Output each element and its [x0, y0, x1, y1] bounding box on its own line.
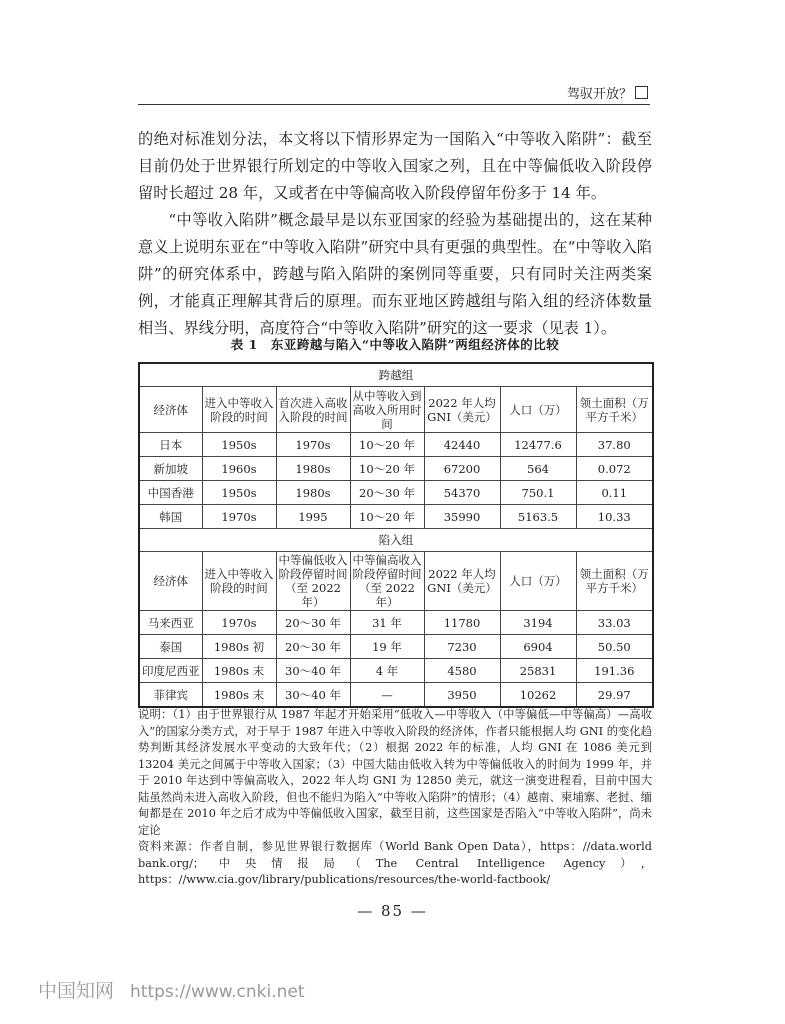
data-source: 资料来源：作者自制，参见世界银行数据库（World Bank Open Data），https：//data.world bank.org/；中央情报局（The Central Intelligence Agency），https：//www.cia.gov/library/publications/resources/the-world-factbook/	[138, 840, 652, 886]
table-row	[139, 635, 653, 659]
table-cell: 37.80	[576, 433, 653, 457]
page-number: — 85 —	[357, 902, 428, 920]
table-cell: 10～20 年	[350, 505, 424, 529]
table-cell: 1950s	[202, 481, 276, 505]
table-cell: 19 年	[350, 635, 424, 659]
table-cell: 20～30 年	[350, 481, 424, 505]
table-cell: 马来西亚	[139, 611, 202, 635]
table-caption: 表 1 东亚跨越与陷入“中等收入陷阱”两组经济体的比较	[230, 337, 560, 352]
table-cell: 7230	[424, 635, 500, 659]
table-cell: 1980s	[276, 481, 350, 505]
table-cell: 31 年	[350, 611, 424, 635]
table-cell: 1960s	[202, 457, 276, 481]
square-marker-icon	[635, 86, 648, 99]
group2-header-row	[139, 552, 653, 611]
table-cell: 3950	[424, 683, 500, 708]
running-header	[138, 80, 650, 105]
table-cell: 日本	[139, 433, 202, 457]
table-cell: 29.97	[576, 683, 653, 708]
table-cell: 10～20 年	[350, 457, 424, 481]
column-header: 人口（万）	[500, 387, 576, 433]
column-header: 人口（万）	[500, 552, 576, 611]
table-cell: 33.03	[576, 611, 653, 635]
table-row	[139, 659, 653, 683]
column-header: 经济体	[139, 552, 202, 611]
table-row	[139, 611, 653, 635]
column-header: 进入中等收入阶段的时间	[202, 387, 276, 433]
table-cell: 1980s 末	[202, 659, 276, 683]
column-header: 中等偏高收入阶段停留时间（至 2022 年）	[350, 552, 424, 611]
column-header: 从中等收入到高收入所用时间	[350, 387, 424, 433]
table-row	[139, 683, 653, 708]
column-header: 2022 年人均 GNI（美元）	[424, 552, 500, 611]
table-cell: 泰国	[139, 635, 202, 659]
table-row	[139, 505, 653, 529]
table-cell: 20～30 年	[276, 611, 350, 635]
comparison-table	[138, 362, 654, 708]
group2-title: 陷入组	[139, 529, 653, 552]
group1-header-row	[139, 387, 653, 433]
watermark-url: https://www.cnki.net	[130, 982, 305, 1002]
table-cell: —	[350, 683, 424, 708]
column-header: 领土面积（万平方千米）	[576, 387, 653, 433]
group1-title: 跨越组	[139, 363, 653, 387]
table-cell: 35990	[424, 505, 500, 529]
table-row	[139, 481, 653, 505]
table-cell: 菲律宾	[139, 683, 202, 708]
table-cell: 3194	[500, 611, 576, 635]
column-header: 中等偏低收入阶段停留时间（至 2022 年）	[276, 552, 350, 611]
table-cell: 12477.6	[500, 433, 576, 457]
table-cell: 1995	[276, 505, 350, 529]
column-header: 经济体	[139, 387, 202, 433]
table-cell: 4 年	[350, 659, 424, 683]
table-cell: 50.50	[576, 635, 653, 659]
table-row	[139, 457, 653, 481]
table-cell: 54370	[424, 481, 500, 505]
running-title: 驾驭开放？	[567, 83, 648, 102]
table-cell: 30～40 年	[276, 683, 350, 708]
table-cell: 42440	[424, 433, 500, 457]
table-cell: 4580	[424, 659, 500, 683]
table-cell: 0.11	[576, 481, 653, 505]
table-cell: 1970s	[202, 611, 276, 635]
cnki-watermark	[38, 976, 305, 1003]
table-cell: 1950s	[202, 433, 276, 457]
table-cell: 印度尼西亚	[139, 659, 202, 683]
table-cell: 25831	[500, 659, 576, 683]
body-paragraph-2: “中等收入陷阱”概念最早是以东亚国家的经验为基础提出的，这在某种意义上说明东亚在“中等收入陷阱”研究中具有更强的典型性。在“中等收入陷阱”的研究体系中，跨越与陷入陷阱的案例同等重要，只有同时关注两类案例，才能真正理解其背后的原理。而东亚地区跨越组与陷入组的经济体数量相当、界线分明，高度符合“中等收入陷阱”研究的这一要求（见表 1）。	[138, 211, 652, 337]
watermark-brand: 中国知网	[38, 980, 115, 1002]
table-cell: 1980s	[276, 457, 350, 481]
table-cell: 10～20 年	[350, 433, 424, 457]
table-notes: 说明：（1）由于世界银行从 1987 年起才开始采用“低收入—中等收入（中等偏低—中等偏高）—高收入”的国家分类方式，对于早于 1987 年进入中等收入阶段的经济体，作者只能根据人均 GNI 的变化趋势判断其经济发展水平变动的大致年代；（2）根据 2022 年的标准，人均 GNI 在 1086 美元到 13204 美元之间属于中等收入国家；（3）中国大陆由低收入转为中等偏低收入的时间为 1999 年，并于 2010 年达到中等偏高收入，2022 年人均 GNI 为 12850 美元，就这一演变进程看，目前中国大陆虽然尚未进入高收入阶段，但也不能归为陷入“中等收入陷阱”的情形；（4）越南、柬埔寨、老挝、缅甸都是在 2010 年之后才成为中等偏低收入国家，截至目前，这些国家是否陷入“中等收入陷阱”，尚未定论	[138, 708, 652, 837]
table-cell: 新加坡	[139, 457, 202, 481]
table-cell: 1980s 末	[202, 683, 276, 708]
body-paragraph-1: 的绝对标准划分法，本文将以下情形界定为一国陷入“中等收入陷阱”：截至目前仍处于世界银行所划定的中等收入国家之列，且在中等偏低收入阶段停留时长超过 28 年，又或者在中等偏高收入阶段停留年份多于 14 年。	[138, 130, 652, 202]
table-cell: 11780	[424, 611, 500, 635]
table-cell: 中国香港	[139, 481, 202, 505]
table-cell: 191.36	[576, 659, 653, 683]
table-cell: 1970s	[202, 505, 276, 529]
table-cell: 20～30 年	[276, 635, 350, 659]
column-header: 2022 年人均 GNI（美元）	[424, 387, 500, 433]
table-cell: 0.072	[576, 457, 653, 481]
table-cell: 1980s 初	[202, 635, 276, 659]
table-cell: 5163.5	[500, 505, 576, 529]
table-cell: 10.33	[576, 505, 653, 529]
table-cell: 750.1	[500, 481, 576, 505]
table-cell: 564	[500, 457, 576, 481]
table-cell: 韩国	[139, 505, 202, 529]
table-cell: 67200	[424, 457, 500, 481]
column-header: 首次进入高收入阶段的时间	[276, 387, 350, 433]
table-cell: 1970s	[276, 433, 350, 457]
table-cell: 10262	[500, 683, 576, 708]
column-header: 进入中等收入阶段的时间	[202, 552, 276, 611]
table-row	[139, 433, 653, 457]
table-cell: 6904	[500, 635, 576, 659]
column-header: 领土面积（万平方千米）	[576, 552, 653, 611]
table-cell: 30～40 年	[276, 659, 350, 683]
